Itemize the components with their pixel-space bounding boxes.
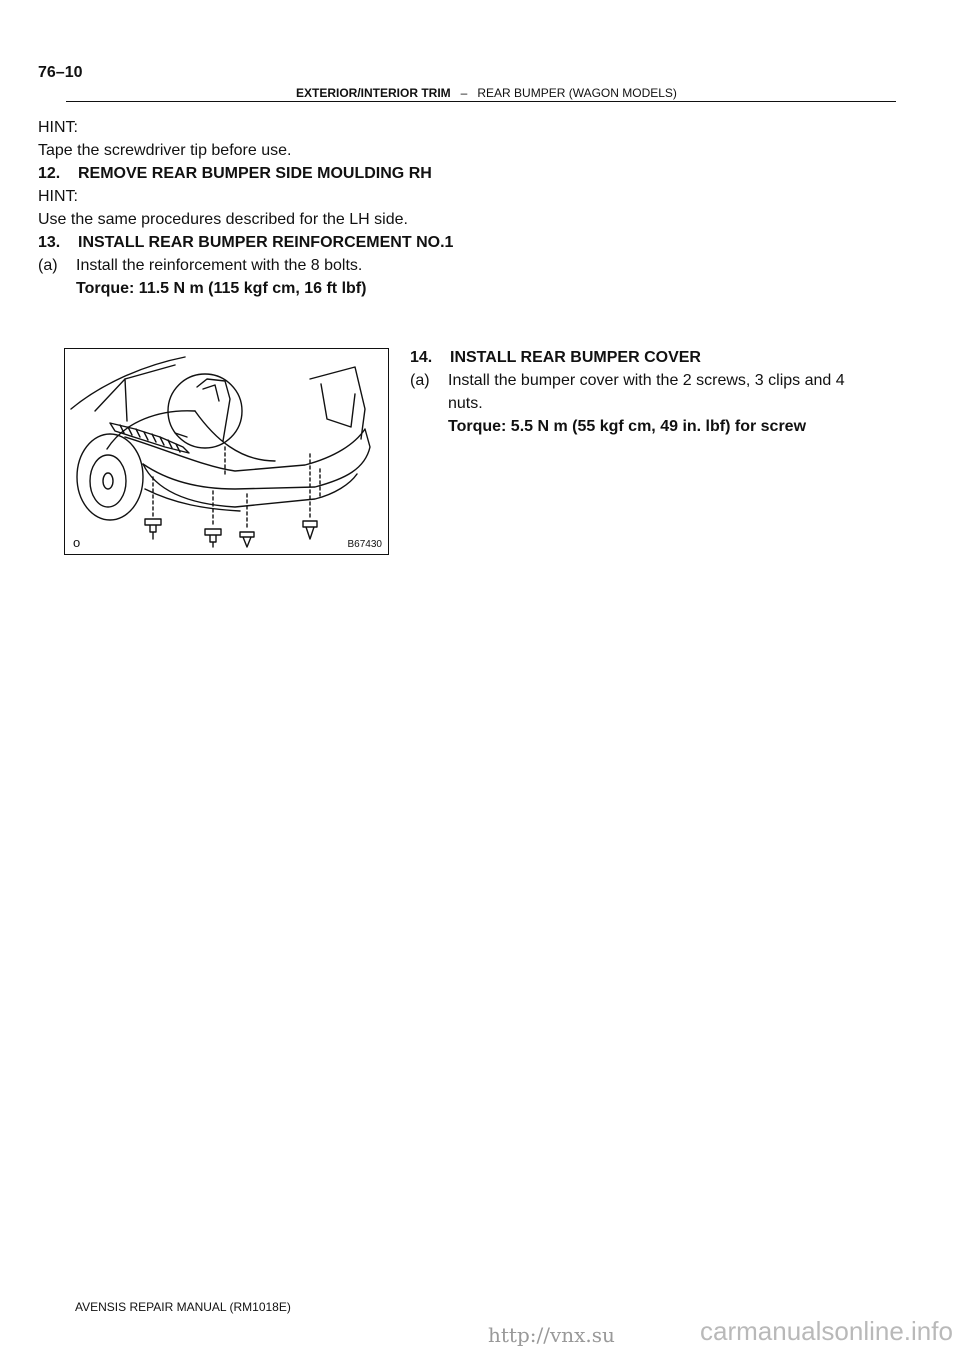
hint-label: HINT:: [38, 188, 78, 205]
watermark-link[interactable]: http://vnx.su: [488, 1323, 615, 1347]
header-title: [296, 86, 677, 100]
footer-manual-id: AVENSIS REPAIR MANUAL (RM1018E): [75, 1300, 291, 1314]
header-rule: [66, 101, 896, 102]
watermark-site: carmanualsonline.info: [700, 1316, 953, 1346]
step-13-title: INSTALL REAR BUMPER REINFORCEMENT NO.1: [78, 234, 454, 251]
step-12-heading: [38, 164, 432, 184]
figure-corner-mark: o: [73, 535, 81, 550]
step-13a-torque: Torque: 11.5 N m (115 kgf cm, 16 ft lbf): [76, 280, 367, 297]
figure-code: B67430: [347, 539, 382, 550]
step-12-title: REMOVE REAR BUMPER SIDE MOULDING RH: [78, 165, 432, 182]
step-13-number: 13.: [38, 234, 61, 251]
hint-text: Use the same procedures described for the LH side.: [38, 211, 408, 228]
rear-bumper-illustration: [65, 349, 387, 553]
step-13a-label: (a): [38, 257, 58, 274]
rear-bumper-figure: [64, 348, 389, 555]
step-14-title: INSTALL REAR BUMPER COVER: [450, 349, 701, 366]
step-14a-text-line1: Install the bumper cover with the 2 screws, 3 clips and 4: [448, 372, 845, 389]
step-14-number: 14.: [410, 349, 433, 366]
header-section: EXTERIOR/INTERIOR TRIM: [296, 86, 451, 100]
step-13a: [38, 256, 362, 276]
step-13-heading: [38, 233, 453, 253]
step-14-heading: [410, 348, 701, 368]
header-subsection: REAR BUMPER (WAGON MODELS): [477, 86, 677, 100]
step-12-number: 12.: [38, 165, 61, 182]
hint-text: Tape the screwdriver tip before use.: [38, 142, 292, 159]
step-14a: [410, 371, 845, 391]
step-13a-text: Install the reinforcement with the 8 bolts.: [76, 257, 363, 274]
step-14a-label: (a): [410, 372, 430, 389]
header-separator: –: [460, 86, 468, 100]
hint-label: HINT:: [38, 119, 78, 136]
page-number: 76–10: [38, 64, 83, 81]
step-14a-torque: Torque: 5.5 N m (55 kgf cm, 49 in. lbf) for screw: [448, 418, 807, 435]
step-14a-text-line2: nuts.: [448, 395, 483, 412]
